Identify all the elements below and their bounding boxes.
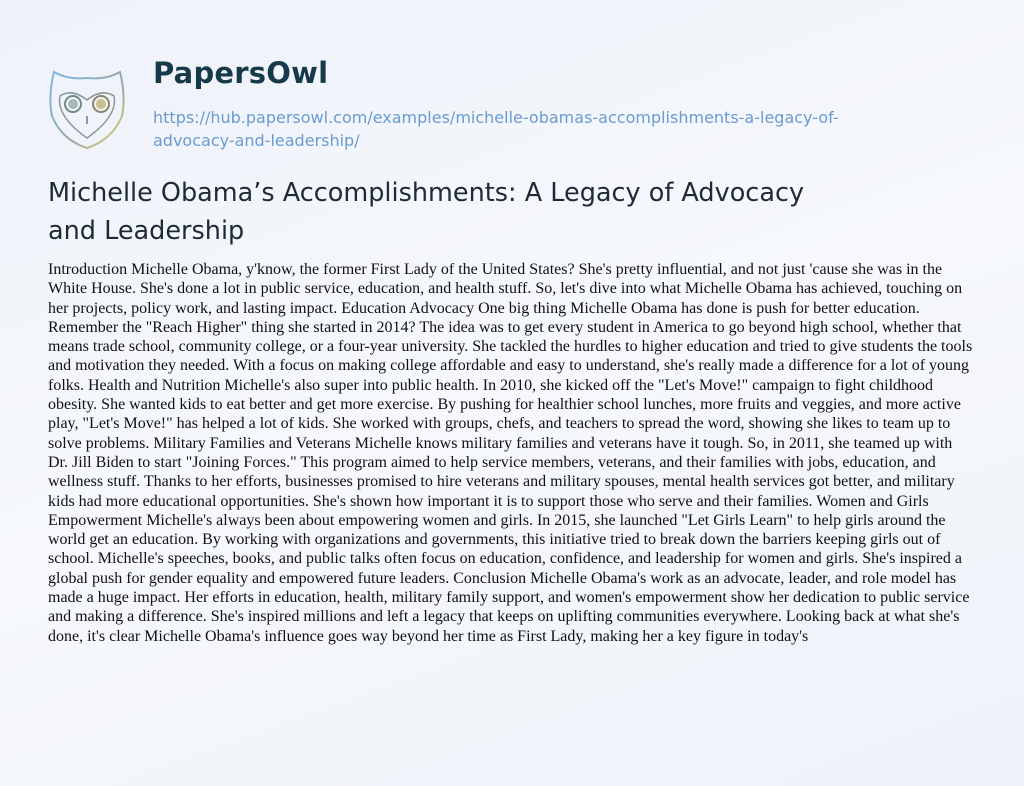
body-line: Empowerment Michelle's always been about empowering women and girls. In 2015, she launched "Let Girls Learn" to help girls around the [48,511,946,529]
brand-name: PapersOwl [153,56,329,90]
body-line: made a huge impact. Her efforts in education, health, military family support, and women's empowerment show her dedication to public service [48,589,970,607]
body-line: solve problems. Military Families and Veterans Michelle knows military families and veterans have it tough. So, in 2011, she teamed up with [48,434,953,452]
body-line: school. Michelle's speeches, books, and public talks often focus on education, confidence, and leadership for women and girls. She's inspired a [48,550,962,568]
body-line: global push for gender equality and empowered future leaders. Conclusion Michelle Obama's work as an advocate, leader, and role model has [48,569,957,587]
owl-logo-icon [48,66,126,150]
source-url-link[interactable]: https://hub.papersowl.com/examples/michelle-obamas-accomplishments-a-legacy-of-advocacy-and-leadership/ [153,108,839,150]
body-line: play, "Let's Move!" has helped a lot of kids. She worked with groups, chefs, and teachers to spread the word, showing she likes to team up to [48,415,951,433]
body-line: world get an education. By working with organizations and governments, this initiative tried to break down the barriers keeping girls out of [48,531,941,549]
body-line: Introduction Michelle Obama, y'know, the former First Lady of the United States? She's pretty influential, and not just 'cause she was in the [48,261,943,278]
body-line: and motivation they needed. With a focus on making college affordable and easy to understand, she's really made a difference for a lot of young [48,357,970,375]
body-line: done, it's clear Michelle Obama's influence goes way beyond her time as First Lady, making her a key figure in today's [48,627,809,645]
body-line: her projects, policy work, and lasting impact. Education Advocacy One big thing Michelle Obama has done is push for better education. [48,299,920,317]
body-line: Dr. Jill Biden to start "Joining Forces." This program aimed to help service members, veterans, and their families with jobs, education, and [48,453,936,471]
body-line: and making a difference. She's inspired millions and left a legacy that keeps on uplifting communities everywhere. Looking back at what she's [48,608,960,626]
body-line: Remember the "Reach Higher" thing she started in 2014? The idea was to get every student in America to go beyond high school, whether that [48,318,962,336]
body-line: obesity. She wanted kids to eat better and get more exercise. By pushing for healthier school lunches, more fruits and veggies, and more active [48,396,961,414]
body-line: wellness stuff. Thanks to her efforts, businesses promised to hire veterans and military spouses, mental health services got better, and military [48,473,955,491]
page-title: Michelle Obama’s Accomplishments: A Legacy of Advocacy and Leadership [48,178,805,246]
body-line: folks. Health and Nutrition Michelle's also super into public health. In 2010, she kicked off the "Let's Move!" campaign to fight childhood [48,376,934,394]
body-line: means trade school, community college, or a four-year university. She tackled the hurdles to higher education and tried to give students the tools [48,338,973,356]
body-line: White House. She's done a lot in public service, education, and health stuff. So, let's dive into what Michelle Obama has achieved, touching on [48,280,963,298]
body-line: kids had more educational opportunities. She's shown how important it is to support those who serve and their families. Women and Girls [48,492,929,510]
essay-body [48,260,1008,646]
